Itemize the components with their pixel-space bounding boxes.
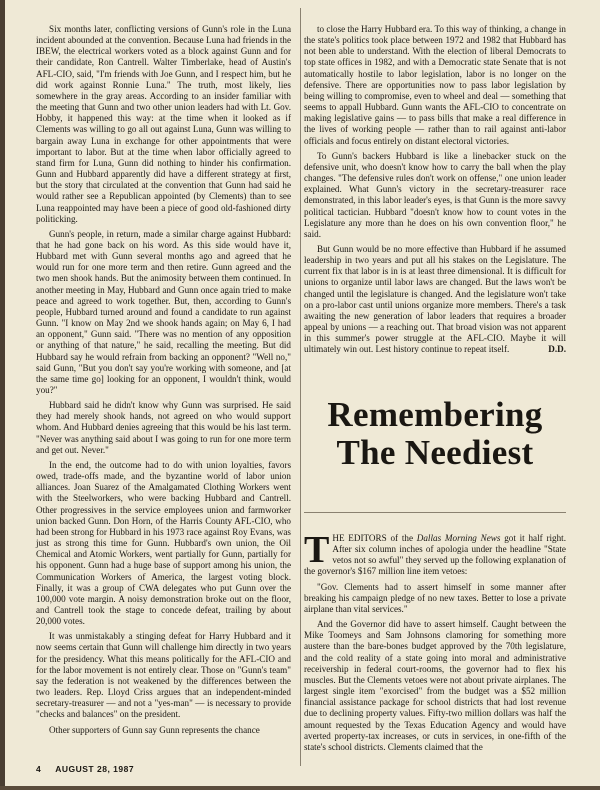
left-column bbox=[36, 24, 291, 740]
author-signature: D.D. bbox=[548, 344, 566, 355]
page-binding-edge bbox=[0, 0, 5, 790]
right-paragraph-2: To Gunn's backers Hubbard is like a linebacker stuck on the defensive unit, who doesn't know how to carry the ball when the play changes. "The defensive rules don't work on offense," one union leader explained. What Gunn's victory in the secretary-treasurer race demonstrated, in this labor leader's eyes, is that Gunn is the more savvy political tactician. Hubbard "doesn't know how to count votes in the Legislature any more than he does on his own convention floor," he said. bbox=[304, 150, 566, 239]
lead-text-1: HE EDITORS of the bbox=[332, 533, 417, 543]
publication-name: Dallas Morning News bbox=[416, 533, 501, 543]
right-paragraph-3-text: But Gunn would be no more effective than Hubbard if he assumed leadership in two years and put all his stakes on the Legislature. The current fix that labor is in is at least three dimensional. It is difficult for unions to organize until labor laws are changed. But the laws won't be changed until the legislature is changed. And the legislature won't take on a pro-labor cast until unions organize more members. There's a task awaiting the new generation of labor leaders that requires a broader appeal by unions — a reaching out. That broad vision was not apparent in this summer's power struggle at the AFL-CIO. Maybe it will ultimately win out. Lest history continue to repeat itself. bbox=[304, 243, 566, 355]
article-paragraph-2: And the Governor did have to assert himself. Caught between the Mike Toomeys and Sam Johnsons clamoring for something more austere than the bare-bones budget approved by the 70th legislature, and the cold reality of a state going into moral and administrative receivership in federal court-rooms, the governor had to flex his muscles. But the Clements vetoes were not about private airplanes. The largest single item "exorcised" from the budget was a $52 million financial assistance package for school districts that had lost revenue due to declining property values. Fifty-two million dollars was half the amount requested by the Texas Education Agency and would have averted property-tax increases, or cuts in services, in one-fifth of the state's school districts. Clements claimed that the bbox=[304, 619, 566, 752]
drop-cap: T bbox=[304, 529, 330, 571]
headline-line-1: Remembering bbox=[327, 395, 543, 434]
article-body bbox=[304, 529, 566, 757]
lead-text-2: got it half right. After six column inches of apologia under the headline "State vetos not so awful" they served up the following explanation of the governor's $167 million line item vetoes: bbox=[304, 533, 566, 577]
left-paragraph-1: Six months later, conflicting versions of Gunn's role in the Luna incident abounded at the convention. Because Luna had friends in the IBEW, the electrical workers voted as a block against Gunn and for their candidate, Ron Cantrell. Walter Timberlake, head of Austin's AFL-CIO, said, "I'm friends with Joe Gunn, and I respect him, but he did work against Ronnie Luna." The truth, most likely, lies somewhere in the gray areas. According to an insider familiar with the meeting that Gunn and two other union leaders had with Lt. Gov. Hobby, it happened this way: at the time when it looked as if Clements was willing to go all out against Luna, Gunn was willing to bargain away Luna in exchange for other appointments that were important to labor. But at the time when labor officially agreed to stand firm for Luna, Gunn did nothing to hinder his confirmation. Gunn and Hubbard apparently did have a different strategy at first, but the story that circulated at the convention that Gunn had said he would rather see a Republican appointed (by Clements) than to see Luna reappointed may have been a piece of good old-fashioned dirty politicking. bbox=[36, 24, 291, 224]
issue-date: AUGUST 28, 1987 bbox=[55, 764, 135, 774]
right-paragraph-1: to close the Harry Hubbard era. To this way of thinking, a change in the state's politics took place between 1972 and 1982 that Hubbard has not been able to understand. With the election of liberal Democrats to top state offices in 1982, and with a Democratic state Senate that is not automatically hostile to labor legislation, labor is no longer on the defensive. There are opportunities now to pass labor legislation by being willing to compromise, even to wheel and deal — something that seems to appall Hubbard. Gunn wants the AFL-CIO to concentrate on making legislative gains — to pass bills that make a real difference in the lives of working people — rather than to rail against anti-labor officials and focus entirely on distant electoral victories. bbox=[304, 24, 566, 146]
left-paragraph-3: Hubbard said he didn't know why Gunn was surprised. He said they had merely shook hands, not agreed on who would support whom. And Hubbard denies agreeing that this would be his last term. "Never was anything said about I was going to run for one more term and get out. Never." bbox=[36, 400, 291, 455]
headline-line-2: The Neediest bbox=[336, 433, 534, 472]
page-bottom-edge bbox=[0, 786, 600, 790]
page-number: 4 bbox=[36, 764, 42, 774]
article-headline bbox=[304, 396, 566, 472]
left-paragraph-6: Other supporters of Gunn say Gunn represents the chance bbox=[49, 724, 260, 735]
article-paragraph-1: "Gov. Clements had to assert himself in some manner after breaking his campaign pledge of no new taxes. Better to lose a private airplane than vital services." bbox=[304, 581, 566, 614]
left-paragraph-5: It was unmistakably a stinging defeat for Harry Hubbard and it now seems certain that Gunn will challenge him directly in two years for the presidency. What this means politically for the AFL-CIO and for the labor movement is not entirely clear. Those on "Gunn's team" say the federation is not weakened by the differences between the two leaders. Rep. Lloyd Criss argues that an independent-minded secretary-treasurer — and not a "yes-man" — is necessary to provide "checks and balances" on the president. bbox=[36, 631, 291, 720]
page-folio bbox=[36, 764, 134, 774]
column-divider bbox=[300, 8, 301, 766]
headline-rule bbox=[304, 512, 566, 513]
right-column-top bbox=[304, 24, 566, 360]
right-paragraph-3 bbox=[304, 244, 566, 356]
article-lead bbox=[304, 529, 566, 578]
left-paragraph-4: In the end, the outcome had to do with union loyalties, favors owed, trade-offs made, and the byzantine world of labor union alliances. Joan Suarez of the Amalgamated Clothing Workers went with the Steelworkers, who were backing Hubbard and Cantrell. Other progressives in the service employees union and farmworker union backed Gunn. Don Horn, of the Harris County AFL-CIO, who had been strong for Hubbard in his 1973 race against Roy Evans, was just as strong this time for Gunn. Hubbard's own union, the Oil Chemical and Atomic Workers, went partially for Gunn, partially for his opponent. Gunn had a huge base of support among his union, the Communication Workers of America, the largest voting block. Finally, it was a group of CWA delegates who put Gunn over the 100,000 vote margin. A noisy demonstration broke out on the floor, and Cantrell took the stage to concede defeat, trailing by about 20,000 votes. bbox=[36, 459, 291, 627]
left-paragraph-2: Gunn's people, in return, made a similar charge against Hubbard: that he had gone back on his word. As this side would have it, Hubbard met with Gunn several months ago and agreed that he would run for one more term and then retire. Gunn agreed and the two men shook hands. But the animosity between them continued. In another meeting in May, Hubbard and Gunn once again tried to make peace and agreed to work together. But, then, according to Gunn's people, Hubbard turned around and found a candidate to run against Gunn. "I know on May 2nd we shook hands again; on May 6, I had an opponent," Gunn said. "There was no mention of any opposition or anything of that nature," he said, recalling the meeting. But did Hubbard say he would refrain from backing an opponent? "Well no," said Gunn, "But you don't say you're working with someone, and [at the same time go] looking for an opponent, I wouldn't think, would you?" bbox=[36, 228, 291, 395]
